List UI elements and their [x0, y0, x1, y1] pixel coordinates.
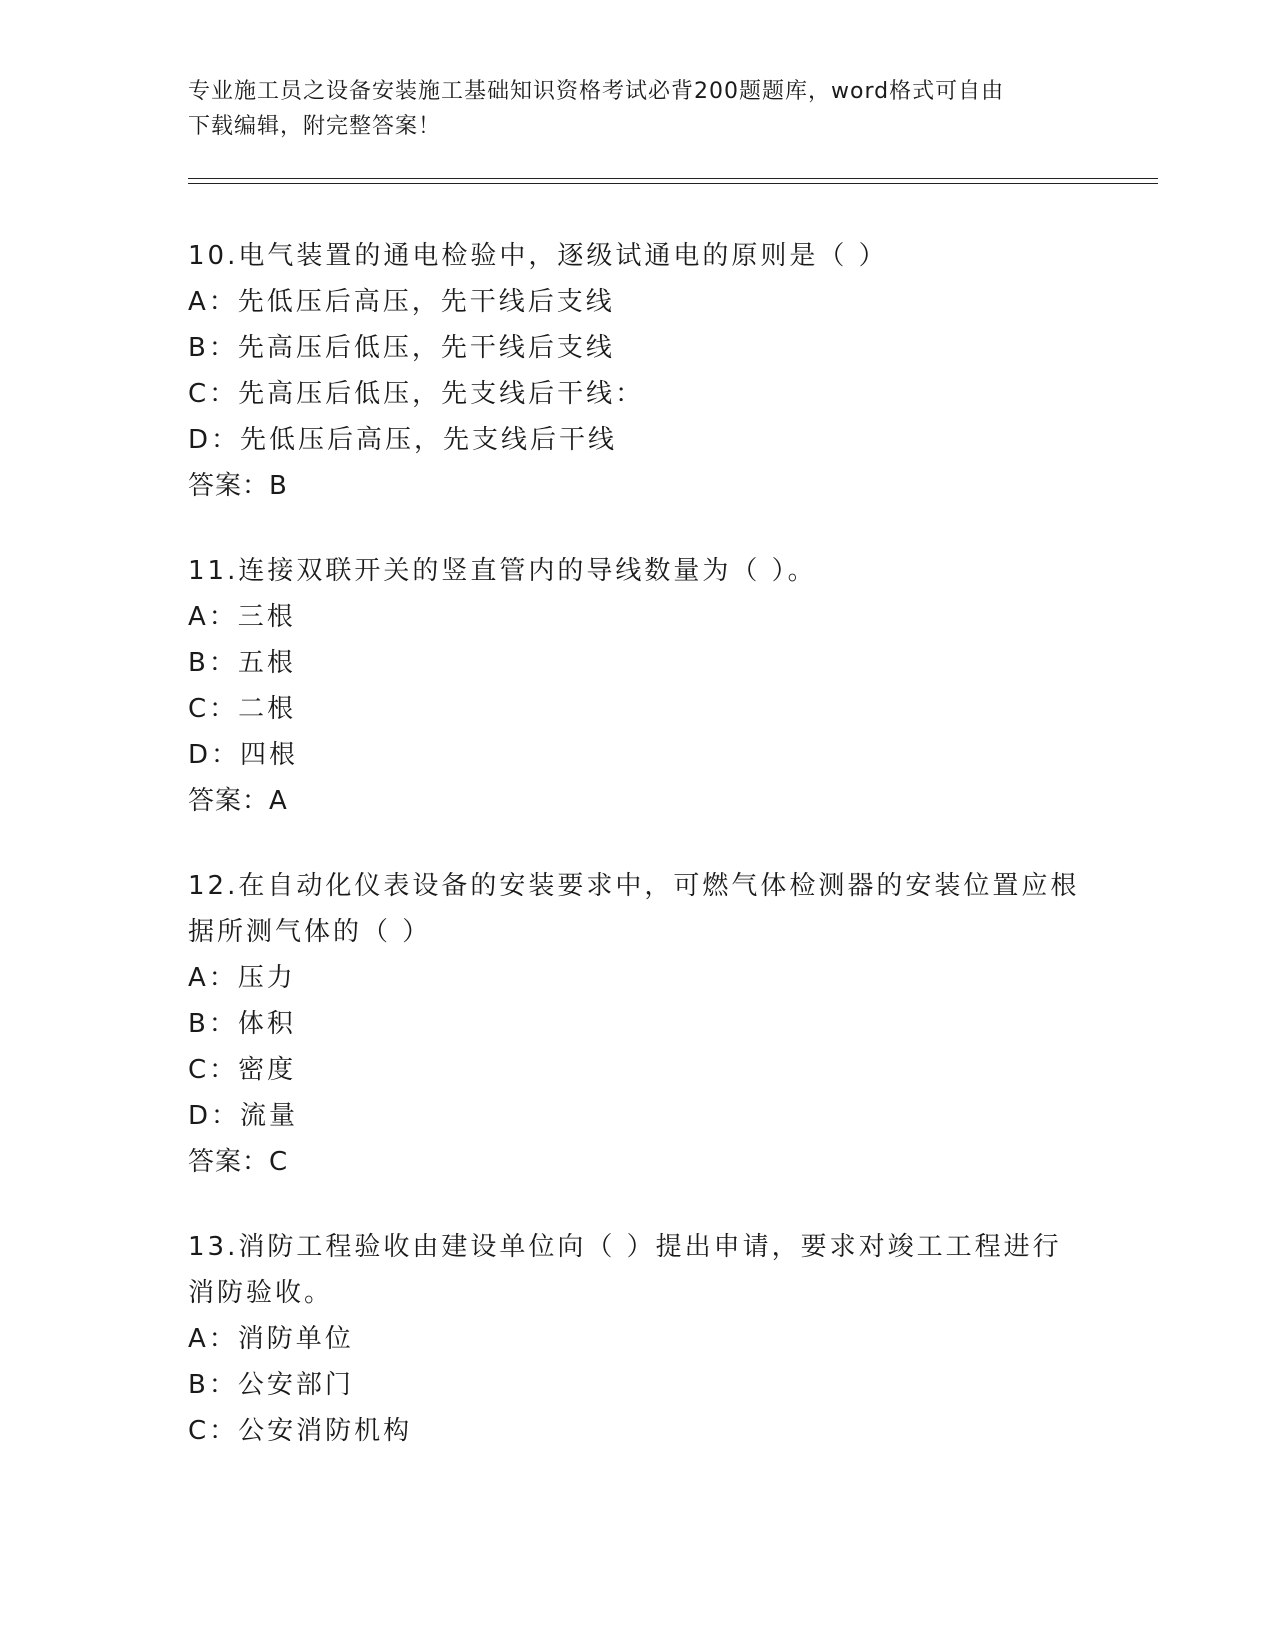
option-a: A：先低压后高压，先干线后支线 — [188, 287, 615, 317]
option-a: A：压力 — [188, 963, 296, 993]
option-c: C：二根 — [188, 694, 297, 724]
option-d: D：流量 — [188, 1101, 299, 1131]
option-b: B：五根 — [188, 648, 296, 678]
option-a: A：三根 — [188, 602, 296, 632]
option-c: C：公安消防机构 — [188, 1416, 413, 1446]
option-c: C：先高压后低压，先支线后干线： — [188, 379, 645, 409]
option-b: B：先高压后低压，先干线后支线 — [188, 333, 615, 363]
question-13 — [188, 1224, 1088, 1454]
question-stem-line-1: 12.在自动化仪表设备的安装要求中，可燃气体检测器的安装位置应根 — [188, 871, 1080, 901]
option-b: B：公安部门 — [188, 1370, 354, 1400]
option-a: A：消防单位 — [188, 1324, 354, 1354]
answer-line: 答案：C — [188, 1147, 289, 1177]
question-10 — [188, 233, 1088, 509]
option-d: D：四根 — [188, 740, 299, 770]
document-header — [188, 74, 1088, 144]
option-d: D：先低压后高压，先支线后干线 — [188, 425, 618, 455]
header-line-1: 专业施工员之设备安装施工基础知识资格考试必背200题题库，word格式可自由 — [188, 79, 1005, 104]
header-divider-top — [188, 178, 1158, 179]
answer-line: 答案：A — [188, 786, 288, 816]
header-divider-bottom — [188, 183, 1158, 184]
question-stem-line-2: 消防验收。 — [188, 1278, 334, 1308]
option-c: C：密度 — [188, 1055, 297, 1085]
question-12 — [188, 863, 1088, 1185]
option-b: B：体积 — [188, 1009, 296, 1039]
question-stem-line-2: 据所测气体的（ ） — [188, 917, 432, 947]
question-stem: 11.连接双联开关的竖直管内的导线数量为（ ）。 — [188, 556, 817, 586]
header-line-2: 下载编辑，附完整答案！ — [188, 114, 442, 139]
question-stem: 10.电气装置的通电检验中，逐级试通电的原则是（ ） — [188, 241, 888, 271]
question-stem-line-1: 13.消防工程验收由建设单位向（ ）提出申请，要求对竣工工程进行 — [188, 1232, 1062, 1262]
question-11 — [188, 548, 1088, 824]
answer-line: 答案：B — [188, 471, 288, 501]
question-list — [188, 233, 1088, 1493]
